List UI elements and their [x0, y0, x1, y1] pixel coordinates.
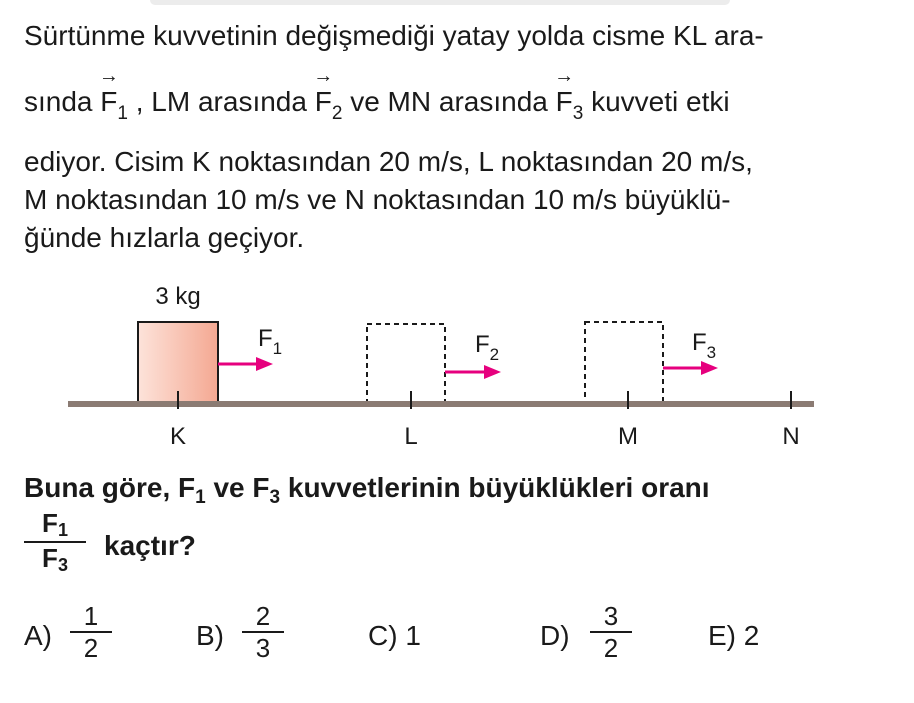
choice-e[interactable]: E) 2 [708, 620, 760, 651]
ghost-block-m [585, 322, 663, 403]
vector-f2: → F [313, 65, 334, 117]
mass-label: 3 kg [155, 283, 201, 310]
question-fraction: F1 F3 [24, 508, 86, 576]
force-arrow-icon [218, 357, 273, 371]
problem-line-1: Sürtünme kuvvetinin değişmediği yatay yolda cisme KL ara- [24, 20, 764, 51]
ghost-block-l [367, 324, 445, 403]
choice-d-fraction[interactable]: 3 2 [590, 601, 632, 663]
choice-a-label[interactable]: A) [24, 620, 52, 651]
force-arrow-icon [663, 361, 718, 375]
problem-line-5: ğünde hızlarla geçiyor. [24, 222, 305, 253]
ground-line [68, 401, 814, 407]
vector-arrow-icon: → [313, 65, 334, 87]
choice-b-label[interactable]: B) [196, 620, 224, 651]
vector-f3: → F [554, 65, 575, 117]
problem-line-3: ediyor. Cisim K noktasından 20 m/s, L noktasından 20 m/s, [24, 146, 753, 177]
problem-line-2: sında → $F_1$ , LM arasında → $F_2$ ve MN arasında → $F_3$ kuvveti etki [24, 65, 730, 124]
point-label-n: N [782, 423, 800, 450]
force-label-f3: $F_3$ [692, 329, 717, 362]
question-tail: kaçtır? [104, 530, 196, 561]
motion-figure [0, 280, 914, 450]
force-label-f1: $F_1$ [258, 325, 283, 358]
top-edge-shadow [150, 0, 730, 5]
point-label-l: L [404, 423, 418, 450]
point-label-m: M [618, 423, 638, 450]
vector-arrow-icon: → [554, 65, 575, 87]
problem-line-4: M noktasından 10 m/s ve N noktasından 10 m/s büyüklü- [24, 184, 731, 215]
choice-d-label[interactable]: D) [540, 620, 570, 651]
choice-b-fraction[interactable]: 2 3 [242, 601, 284, 663]
choice-c[interactable]: C) 1 [368, 620, 421, 651]
force-arrow-icon [445, 365, 501, 379]
block [138, 322, 218, 403]
vector-arrow-icon: → [98, 65, 119, 87]
point-label-k: K [169, 423, 187, 450]
choice-a-fraction[interactable]: 1 2 [70, 601, 112, 663]
question-line: Buna göre, $F_1$ ve $F_3$ kuvvetlerinin büyüklükleri oranı [24, 472, 710, 508]
vector-f1: → F [98, 65, 119, 117]
force-label-f2: $F_2$ [475, 331, 500, 364]
